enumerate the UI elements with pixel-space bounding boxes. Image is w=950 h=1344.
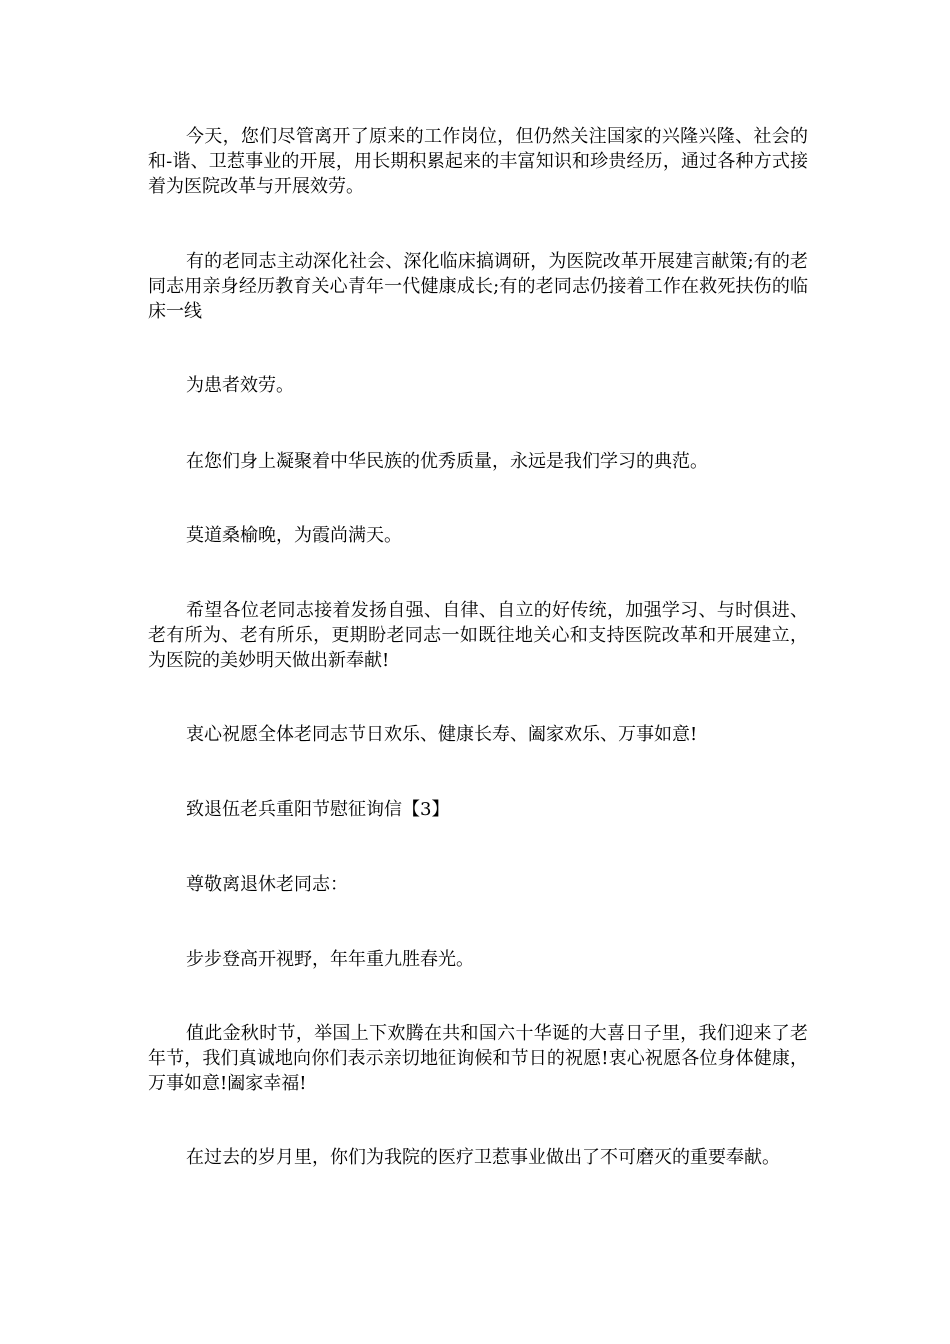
paragraph-past-contributions: 在过去的岁月里，你们为我院的医疗卫惹事业做出了不可磨灭的重要奉献。 <box>186 1147 780 1168</box>
paragraph-role-model: 在您们身上凝聚着中华民族的优秀质量，永远是我们学习的典范。 <box>186 451 708 472</box>
paragraph-retirees-contribution: 今天，您们尽管离开了原来的工作岗位，但仍然关注国家的兴隆兴隆、社会的和-谐、卫惹事业的开展，用长期积累起来的丰富知识和珍贵经历，通过各种方式接着为医院改革与开展效劳。 <box>148 126 808 197</box>
paragraph-double-ninth-verse: 步步登高开视野，年年重九胜春光。 <box>186 949 474 970</box>
paragraph-comrades-roles: 有的老同志主动深化社会、深化临床搞调研，为医院改革开展建言献策;有的老同志用亲身经历教育关心青年一代健康成长;有的老同志仍接着工作在救死扶伤的临床一线 <box>148 251 808 322</box>
paragraph-serve-patients: 为患者效劳。 <box>186 375 294 396</box>
section-heading: 致退伍老兵重阳节慰征询信【3】 <box>186 799 450 820</box>
paragraph-blessings: 衷心祝愿全体老同志节日欢乐、健康长寿、阖家欢乐、万事如意! <box>186 724 698 745</box>
paragraph-hopes: 希望各位老同志接着发扬自强、自律、自立的好传统，加强学习、与时俱进、老有所为、老有所乐，更期盼老同志一如既往地关心和支持医院改革和开展建立，为医院的美妙明天做出新奉献! <box>148 600 808 671</box>
paragraph-festival-greetings: 值此金秋时节，举国上下欢腾在共和国六十华诞的大喜日子里，我们迎来了老年节，我们真诚地向你们表示亲切地征询候和节日的祝愿!衷心祝愿各位身体健康，万事如意!阖家幸福! <box>148 1023 808 1094</box>
salutation: 尊敬离退休老同志： <box>186 874 348 895</box>
paragraph-sunset-verse: 莫道桑榆晚，为霞尚满天。 <box>186 525 402 546</box>
